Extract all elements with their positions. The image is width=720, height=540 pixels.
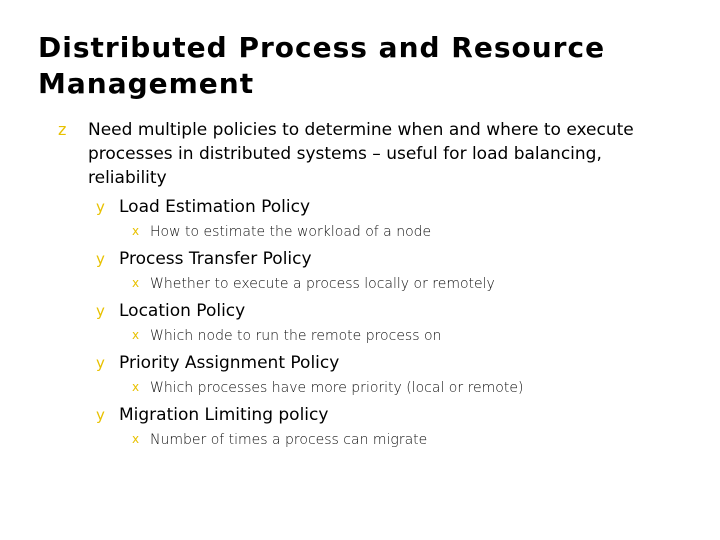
- slide-title: [38, 30, 698, 102]
- policy-detail-migration-limiting: [132, 430, 652, 450]
- policy-item-migration-limiting: [96, 403, 656, 427]
- policy-detail: Which node to run the remote process on: [150, 328, 442, 344]
- policy-marker: y: [96, 250, 105, 268]
- slide-title-line-1: Distributed Process and Resource: [38, 31, 606, 64]
- detail-marker: x: [132, 224, 140, 238]
- policy-detail-process-transfer: [132, 274, 652, 294]
- policy-item-process-transfer: [96, 247, 656, 271]
- policy-name: Process Transfer Policy: [119, 249, 312, 269]
- policy-detail-location: [132, 326, 652, 346]
- policy-name: Migration Limiting policy: [119, 405, 329, 425]
- policy-marker: y: [96, 302, 105, 320]
- policy-detail: Which processes have more priority (local or remote): [150, 380, 524, 396]
- slide-title-line-2: Management: [38, 67, 255, 100]
- policy-marker: y: [96, 198, 105, 216]
- policy-item-priority-assignment: [96, 351, 656, 375]
- detail-marker: x: [132, 328, 140, 342]
- detail-marker: x: [132, 380, 140, 394]
- main-bullet-marker: z: [58, 120, 67, 139]
- policy-detail: Whether to execute a process locally or remotely: [150, 276, 495, 292]
- policy-item-load-estimation: [96, 195, 656, 219]
- policy-name: Priority Assignment Policy: [119, 353, 340, 373]
- policy-marker: y: [96, 354, 105, 372]
- policy-name: Load Estimation Policy: [119, 197, 311, 217]
- detail-marker: x: [132, 432, 140, 446]
- policy-marker: y: [96, 406, 105, 424]
- policy-name: Location Policy: [119, 301, 246, 321]
- detail-marker: x: [132, 276, 140, 290]
- policy-detail-priority-assignment: [132, 378, 652, 398]
- policy-item-location: [96, 299, 656, 323]
- policy-detail-load-estimation: [132, 222, 652, 242]
- policy-detail: How to estimate the workload of a node: [150, 224, 432, 240]
- policy-detail: Number of times a process can migrate: [150, 432, 428, 448]
- main-bullet-text: Need multiple policies to determine when and where to execute processes in distributed systems – useful for load balancing, reliability: [88, 120, 634, 188]
- main-bullet: [58, 118, 668, 190]
